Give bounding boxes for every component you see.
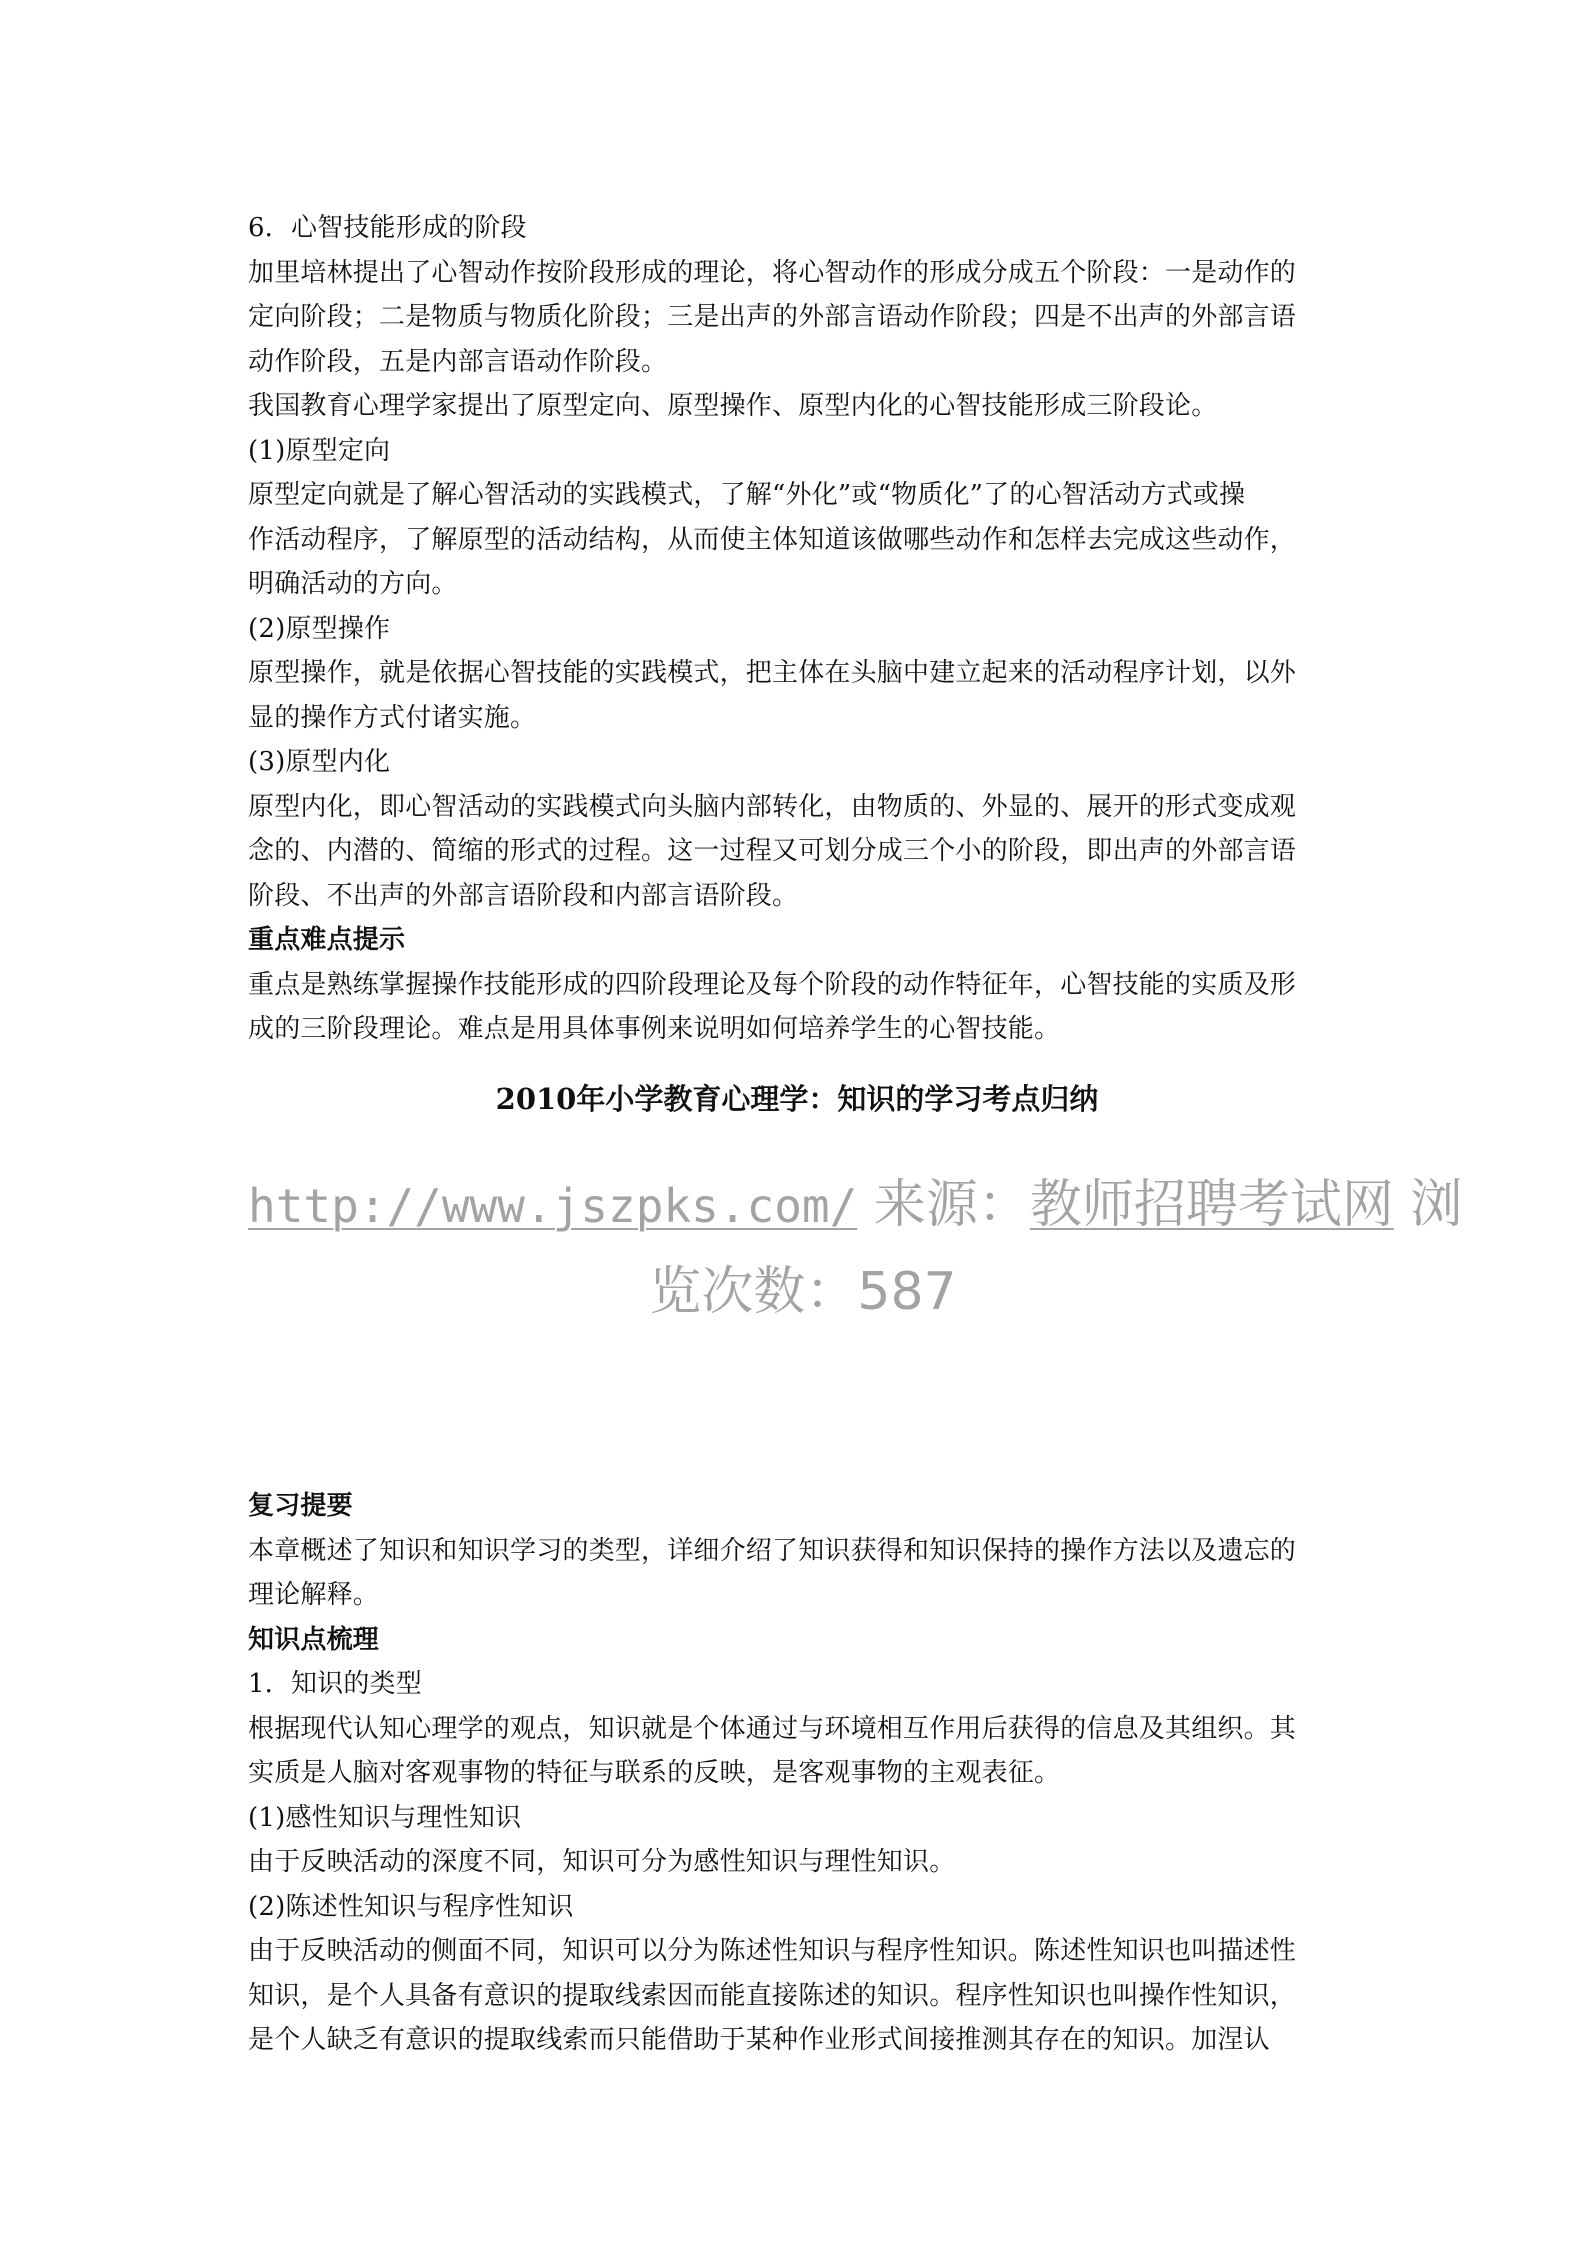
source-site-link[interactable]: 教师招聘考试网	[1029, 1175, 1394, 1235]
article-title: 2010年小学教育心理学：知识的学习考点归纳	[495, 1082, 1099, 1116]
section-heading: 重点难点提示	[248, 925, 406, 955]
section-mental-skills	[248, 206, 1358, 1052]
source-label: 来源：	[873, 1175, 1030, 1235]
text-line: 明确活动的方向。	[248, 569, 458, 599]
source-line-1	[248, 1162, 1463, 1249]
text-line: 1．知识的类型	[248, 1669, 422, 1699]
text-line: 念的、内潜的、简缩的形式的过程。这一过程又可划分成三个小的阶段，即出声的外部言语	[248, 836, 1297, 866]
views-label-part1: 浏	[1410, 1175, 1463, 1235]
text-line: (2)原型操作	[248, 613, 391, 644]
text-line: (2)陈述性知识与程序性知识	[248, 1891, 574, 1922]
text-line: 阶段、不出声的外部言语阶段和内部言语阶段。	[248, 880, 799, 911]
source-line-2	[248, 1249, 1358, 1335]
text-line: 由于反映活动的深度不同，知识可分为感性知识与理性知识。	[248, 1847, 956, 1877]
section-heading: 复习提要	[248, 1491, 353, 1521]
text-line: 显的操作方式付诸实施。	[248, 702, 537, 733]
text-line: 原型内化，即心智活动的实践模式向头脑内部转化，由物质的、外显的、展开的形式变成观	[248, 791, 1297, 822]
views-label-part2: 览次数：	[649, 1262, 858, 1322]
text-line: 理论解释。	[248, 1580, 380, 1610]
article-source-line	[248, 1162, 1463, 1335]
text-line: 6．心智技能形成的阶段	[248, 213, 527, 243]
text-line: (3)原型内化	[248, 747, 391, 777]
text-line: 是个人缺乏有意识的提取线索而只能借助于某种作业形式间接推测其存在的知识。加涅认	[248, 2025, 1270, 2055]
text-line: 加里培林提出了心智动作按阶段形成的理论，将心智动作的形成分成五个阶段：一是动作的	[248, 257, 1297, 288]
text-line: 知识，是个人具备有意识的提取线索因而能直接陈述的知识。程序性知识也叫操作性知识，	[248, 1980, 1297, 2011]
text-line: 动作阶段，五是内部言语动作阶段。	[248, 346, 668, 377]
text-line: 根据现代认知心理学的观点，知识就是个体通过与环境相互作用后获得的信息及其组织。其	[248, 1713, 1297, 1744]
text-line: 原型定向就是了解心智活动的实践模式，了解“外化”或“物质化”了的心智活动方式或操	[248, 480, 1246, 510]
text-line: 重点是熟练掌握操作技能形成的四阶段理论及每个阶段的动作特征年，心智技能的实质及形	[248, 969, 1297, 1000]
text-line: 本章概述了知识和知识学习的类型，详细介绍了知识获得和知识保持的操作方法以及遗忘的	[248, 1535, 1297, 1566]
text-line: 由于反映活动的侧面不同，知识可以分为陈述性知识与程序性知识。陈述性知识也叫描述性	[248, 1936, 1297, 1966]
text-line: 实质是人脑对客观事物的特征与联系的反映，是客观事物的主观表征。	[248, 1758, 1061, 1788]
text-line: 原型操作，就是依据心智技能的实践模式，把主体在头脑中建立起来的活动程序计划，以外	[248, 658, 1297, 688]
text-line: 我国教育心理学家提出了原型定向、原型操作、原型内化的心智技能形成三阶段论。	[248, 391, 1218, 421]
section-knowledge-learning	[248, 1484, 1358, 2063]
text-line: 成的三阶段理论。难点是用具体事例来说明如何培养学生的心智技能。	[248, 1014, 1061, 1044]
text-line: 作活动程序，了解原型的活动结构，从而使主体知道该做哪些动作和怎样去完成这些动作，	[248, 524, 1297, 555]
text-line: 定向阶段；二是物质与物质化阶段；三是出声的外部言语动作阶段；四是不出声的外部言语	[248, 302, 1297, 332]
source-url-link[interactable]: http://www.jszpks.com/	[248, 1179, 858, 1233]
section-heading: 知识点梳理	[248, 1624, 380, 1655]
text-line: (1)感性知识与理性知识	[248, 1802, 522, 1833]
views-count: 587	[857, 1262, 957, 1322]
text-line: (1)原型定向	[248, 435, 391, 466]
